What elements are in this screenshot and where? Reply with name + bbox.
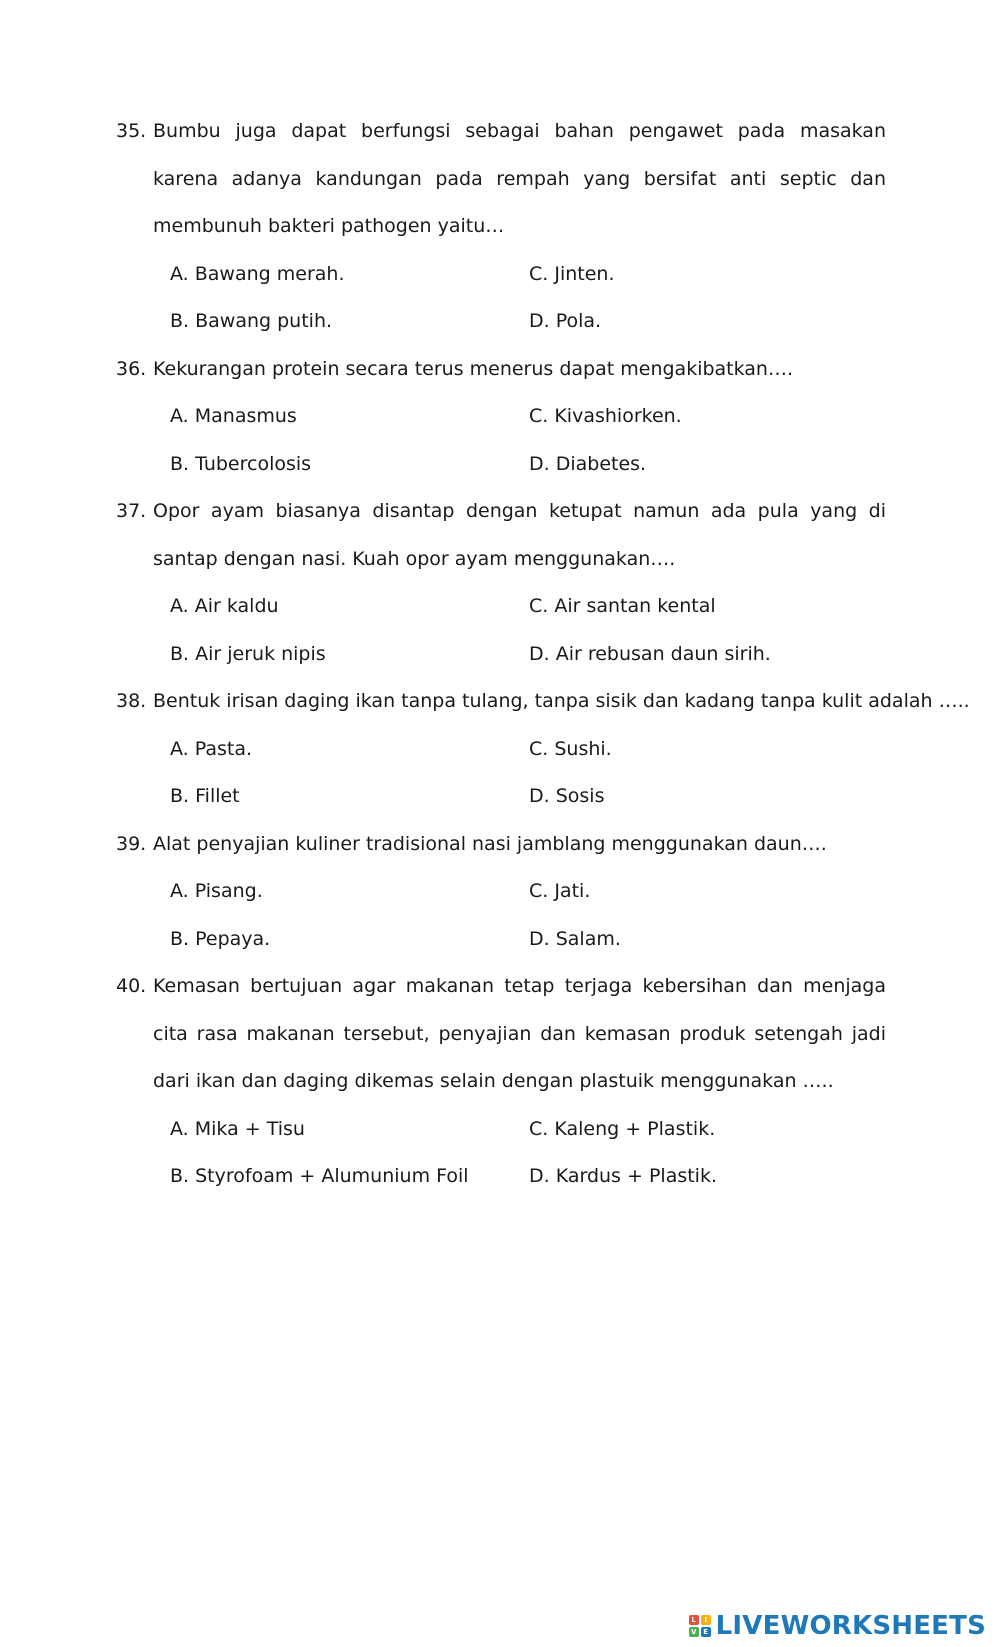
option-c: C. Air santan kental bbox=[529, 595, 716, 617]
option-d: D. Salam. bbox=[529, 927, 621, 950]
question-text: Alat penyajian kuliner tradisional nasi jamblang menggunakan daun…. bbox=[153, 832, 827, 855]
question-39 bbox=[116, 821, 886, 964]
question-number: 36. bbox=[116, 357, 147, 380]
question-text: Opor ayam biasanya disantap dengan ketupat namun ada pula yang di santap dengan nasi. Kuah opor ayam menggunakan…. bbox=[153, 500, 886, 570]
answer-options bbox=[170, 393, 886, 488]
question-number: 35. bbox=[116, 120, 147, 142]
liveworksheets-logo[interactable] bbox=[689, 1611, 986, 1641]
question-38 bbox=[116, 678, 970, 821]
question-36 bbox=[116, 346, 886, 489]
option-c: C. Sushi. bbox=[529, 737, 612, 760]
answer-options bbox=[170, 1106, 886, 1201]
option-a: A. Pasta. bbox=[170, 737, 253, 760]
question-35 bbox=[116, 108, 886, 346]
logo-letter-e: E bbox=[701, 1627, 711, 1637]
option-b: B. Styrofoam + Alumunium Foil bbox=[170, 1165, 469, 1187]
option-b: B. Bawang putih. bbox=[170, 310, 333, 332]
question-text: Kemasan bertujuan agar makanan tetap terjaga kebersihan dan menjaga cita rasa makanan tersebut, penyajian dan kemasan produk setengah jadi dari ikan dan daging dikemas selain dengan plastuik menggunakan ….. bbox=[153, 975, 886, 1092]
question-number: 40. bbox=[116, 975, 147, 997]
logo-letter-i: I bbox=[701, 1615, 711, 1625]
option-d: D. Kardus + Plastik. bbox=[529, 1165, 718, 1187]
answer-options bbox=[170, 583, 886, 678]
option-d: D. Sosis bbox=[529, 785, 605, 807]
option-c: C. Jati. bbox=[529, 880, 591, 902]
liveworksheets-logo-icon bbox=[689, 1615, 711, 1637]
option-a: A. Mika + Tisu bbox=[170, 1117, 305, 1140]
option-b: B. Pepaya. bbox=[170, 927, 271, 950]
option-a: A. Bawang merah. bbox=[170, 262, 345, 285]
answer-options bbox=[170, 868, 886, 963]
option-b: B. Fillet bbox=[170, 785, 240, 807]
answer-options bbox=[170, 251, 886, 346]
option-c: C. Kivashiorken. bbox=[529, 405, 682, 427]
answer-options bbox=[170, 726, 886, 821]
logo-letter-l: L bbox=[689, 1615, 699, 1625]
option-a: A. Pisang. bbox=[170, 880, 263, 902]
option-c: C. Kaleng + Plastik. bbox=[529, 1117, 716, 1140]
question-40 bbox=[116, 963, 886, 1201]
question-text: Bentuk irisan daging ikan tanpa tulang, tanpa sisik dan kadang tanpa kulit adalah ….. bbox=[153, 690, 970, 712]
option-b: B. Tubercolosis bbox=[170, 452, 312, 475]
question-37 bbox=[116, 488, 886, 678]
option-b: B. Air jeruk nipis bbox=[170, 642, 326, 665]
brand-name: LIVEWORKSHEETS bbox=[715, 1611, 986, 1641]
option-a: A. Air kaldu bbox=[170, 595, 279, 617]
question-text: Bumbu juga dapat berfungsi sebagai bahan pengawet pada masakan karena adanya kandungan pada rempah yang bersifat anti septic dan membunuh bakteri pathogen yaitu… bbox=[153, 120, 886, 237]
logo-letter-v: V bbox=[689, 1627, 699, 1637]
option-d: D. Pola. bbox=[529, 310, 602, 332]
question-number: 39. bbox=[116, 832, 147, 855]
question-text: Kekurangan protein secara terus menerus dapat mengakibatkan…. bbox=[153, 357, 794, 380]
option-c: C. Jinten. bbox=[529, 262, 615, 285]
option-d: D. Diabetes. bbox=[529, 452, 647, 475]
option-a: A. Manasmus bbox=[170, 405, 297, 427]
question-number: 37. bbox=[116, 500, 147, 522]
question-number: 38. bbox=[116, 690, 147, 712]
option-d: D. Air rebusan daun sirih. bbox=[529, 642, 771, 665]
